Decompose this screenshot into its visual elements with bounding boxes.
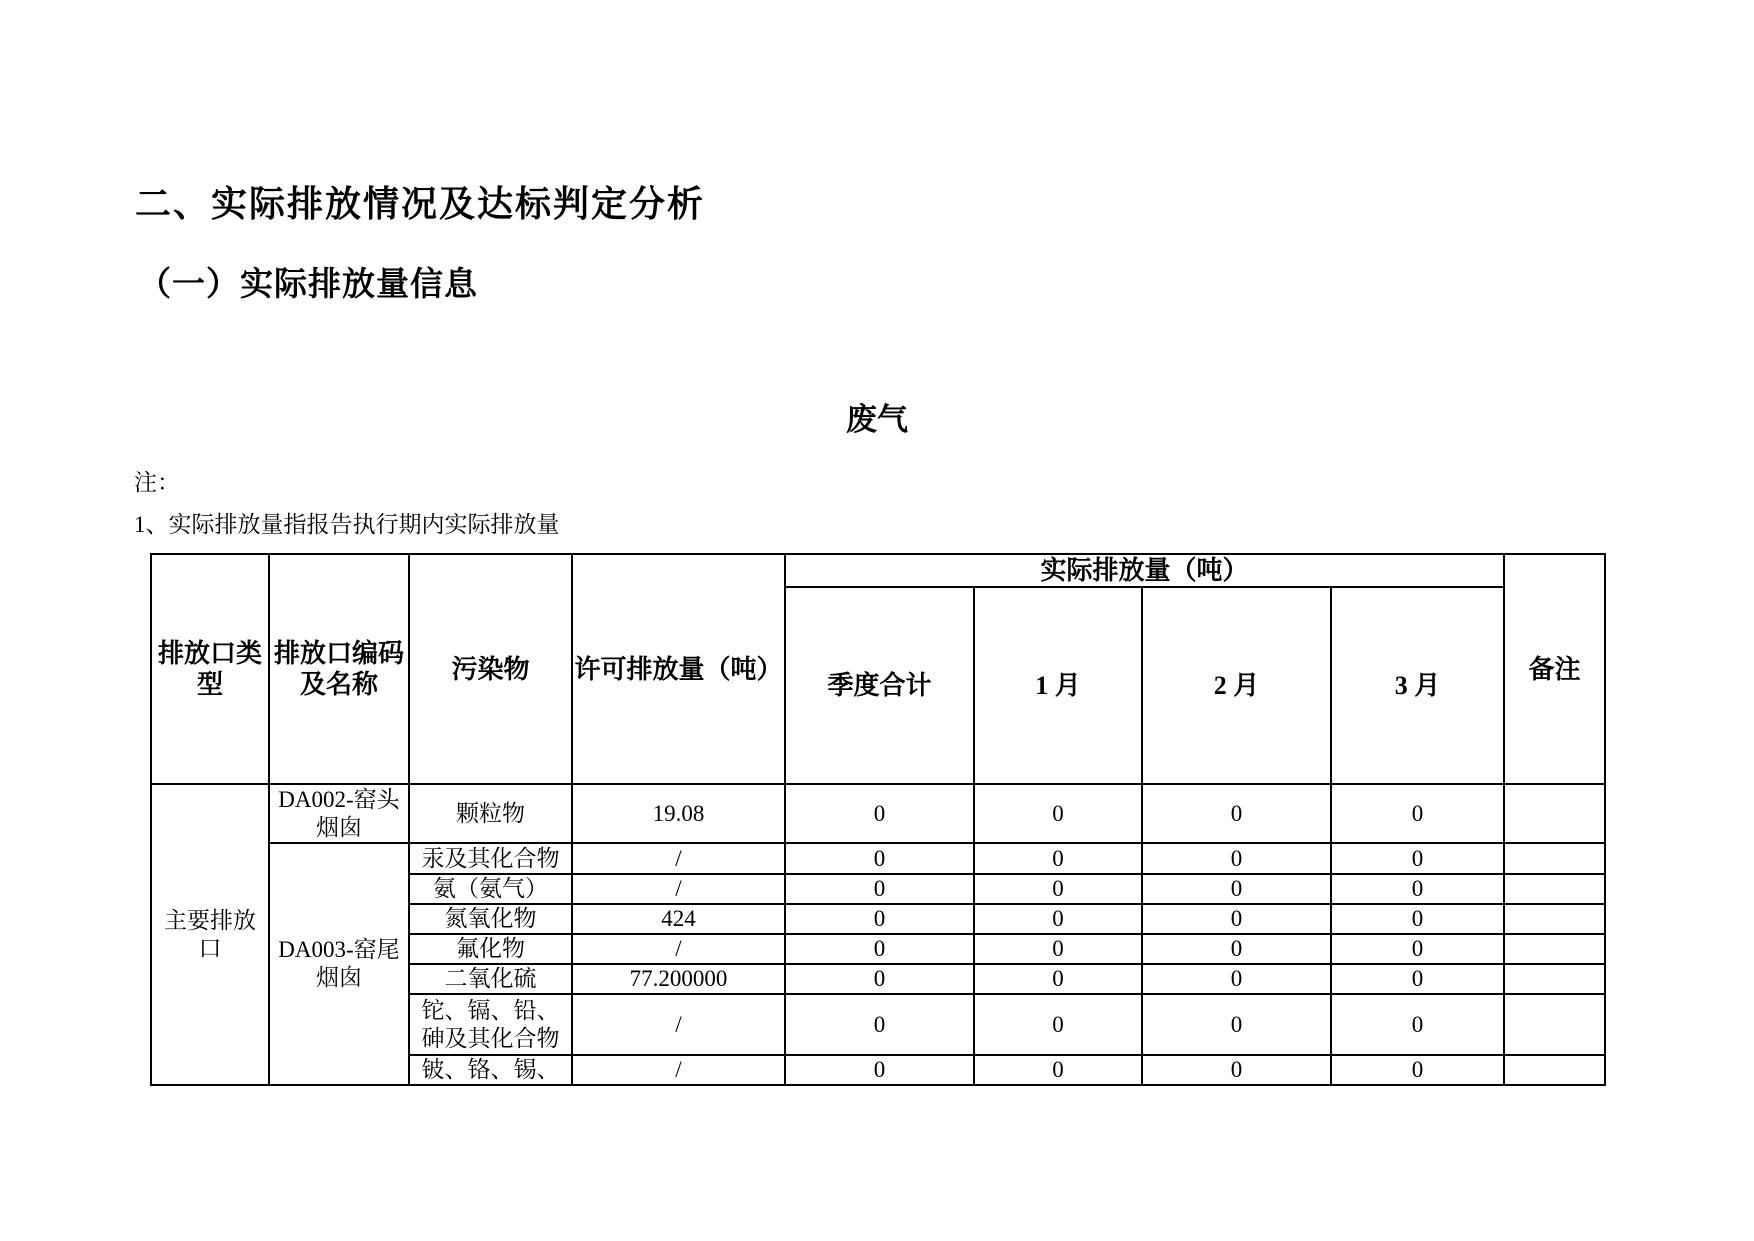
- permitted-cell: /: [572, 934, 785, 964]
- header-outlet-type: 排放口类型: [151, 554, 269, 784]
- permitted-cell: 77.200000: [572, 964, 785, 994]
- month1-cell: 0: [974, 1055, 1142, 1085]
- month3-cell: 0: [1331, 874, 1504, 904]
- month3-cell: 0: [1331, 994, 1504, 1055]
- quarter-total-cell: 0: [785, 964, 974, 994]
- pollutant-cell: 汞及其化合物: [409, 843, 572, 874]
- quarter-total-cell: 0: [785, 904, 974, 934]
- month1-cell: 0: [974, 994, 1142, 1055]
- remark-cell: [1504, 1055, 1605, 1085]
- header-permitted-amount: 许可排放量（吨）: [572, 554, 785, 784]
- quarter-total-cell: 0: [785, 784, 974, 843]
- header-month-2: 2 月: [1142, 587, 1331, 784]
- pollutant-cell: 铍、铬、锡、: [409, 1055, 572, 1085]
- header-month-1: 1 月: [974, 587, 1142, 784]
- header-quarter-total: 季度合计: [785, 587, 974, 784]
- quarter-total-cell: 0: [785, 843, 974, 874]
- quarter-total-cell: 0: [785, 874, 974, 904]
- month3-cell: 0: [1331, 784, 1504, 843]
- outlet-code-cell: DA003-窑尾烟囱: [269, 843, 409, 1085]
- pollutant-cell: 氮氧化物: [409, 904, 572, 934]
- remark-cell: [1504, 843, 1605, 874]
- outlet-type-cell: 主要排放口: [151, 784, 269, 1085]
- month3-cell: 0: [1331, 1055, 1504, 1085]
- month1-cell: 0: [974, 874, 1142, 904]
- month2-cell: 0: [1142, 994, 1331, 1055]
- month2-cell: 0: [1142, 1055, 1331, 1085]
- permitted-cell: 19.08: [572, 784, 785, 843]
- permitted-cell: /: [572, 1055, 785, 1085]
- remark-cell: [1504, 904, 1605, 934]
- month1-cell: 0: [974, 843, 1142, 874]
- quarter-total-cell: 0: [785, 994, 974, 1055]
- month2-cell: 0: [1142, 934, 1331, 964]
- month3-cell: 0: [1331, 934, 1504, 964]
- pollutant-cell: 颗粒物: [409, 784, 572, 843]
- header-outlet-code: 排放口编码及名称: [269, 554, 409, 784]
- table-row: [151, 784, 1605, 843]
- month1-cell: 0: [974, 934, 1142, 964]
- remark-cell: [1504, 784, 1605, 843]
- header-actual-amount-group: 实际排放量（吨）: [785, 554, 1504, 587]
- remark-cell: [1504, 994, 1605, 1055]
- quarter-total-cell: 0: [785, 934, 974, 964]
- header-pollutant: 污染物: [409, 554, 572, 784]
- section-heading: 二、实际排放情况及达标判定分析: [135, 183, 706, 224]
- pollutant-cell: 氨（氨气）: [409, 874, 572, 904]
- permitted-cell: /: [572, 994, 785, 1055]
- month2-cell: 0: [1142, 904, 1331, 934]
- remark-cell: [1504, 964, 1605, 994]
- note-label: 注：: [134, 470, 180, 495]
- outlet-code-cell: DA002-窑头烟囱: [269, 784, 409, 843]
- month1-cell: 0: [974, 904, 1142, 934]
- pollutant-cell: 二氧化硫: [409, 964, 572, 994]
- subsection-heading: （一）实际排放量信息: [138, 267, 478, 303]
- month1-cell: 0: [974, 964, 1142, 994]
- quarter-total-cell: 0: [785, 1055, 974, 1085]
- table-row: [151, 843, 1605, 874]
- month2-cell: 0: [1142, 784, 1331, 843]
- table-title: 废气: [846, 402, 908, 437]
- header-month-3: 3 月: [1331, 587, 1504, 784]
- month3-cell: 0: [1331, 964, 1504, 994]
- month2-cell: 0: [1142, 874, 1331, 904]
- month1-cell: 0: [974, 784, 1142, 843]
- header-remark: 备注: [1504, 554, 1605, 784]
- month2-cell: 0: [1142, 964, 1331, 994]
- remark-cell: [1504, 874, 1605, 904]
- note-item-1: 1、实际排放量指报告执行期内实际排放量: [134, 512, 560, 537]
- pollutant-cell: 氟化物: [409, 934, 572, 964]
- month3-cell: 0: [1331, 843, 1504, 874]
- actual-emissions-table: [150, 553, 1606, 1086]
- pollutant-cell: 铊、镉、铅、砷及其化合物: [409, 994, 572, 1055]
- remark-cell: [1504, 934, 1605, 964]
- permitted-cell: 424: [572, 904, 785, 934]
- month2-cell: 0: [1142, 843, 1331, 874]
- month3-cell: 0: [1331, 904, 1504, 934]
- permitted-cell: /: [572, 874, 785, 904]
- permitted-cell: /: [572, 843, 785, 874]
